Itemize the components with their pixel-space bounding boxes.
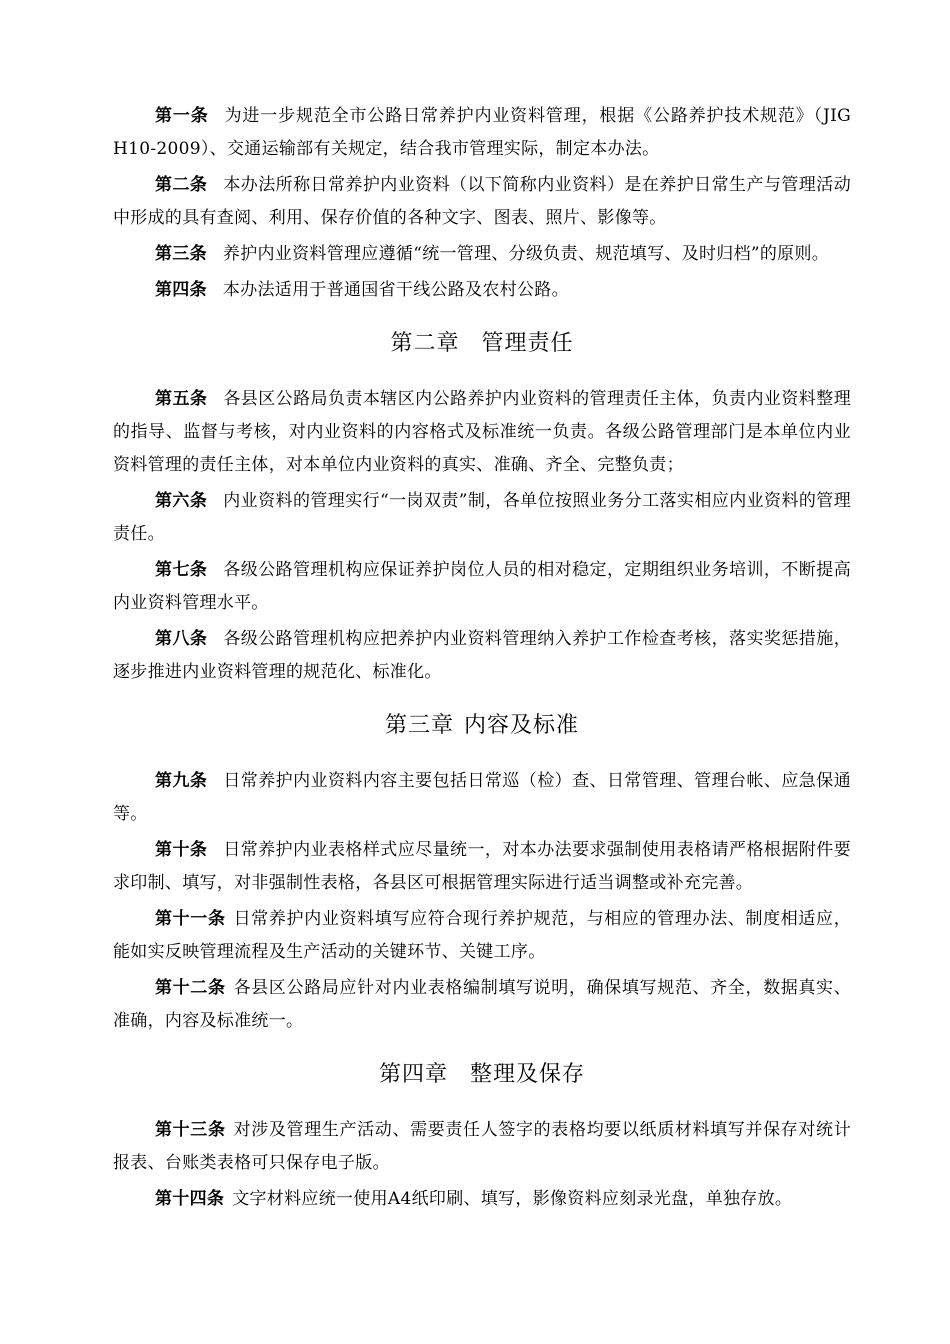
chapter-number: 第二章: [390, 331, 460, 356]
article-7: [113, 554, 851, 620]
article-label: 第三条: [155, 244, 207, 264]
article-text: 日常养护内业资料填写应符合现行养护规范，与相应的管理办法、制度相适应，能如实反映管理流程及生产活动的关键环节、关键工序。: [113, 909, 852, 962]
chapter-title: 整理及保存: [470, 1062, 586, 1087]
article-label: 第十一条: [155, 909, 226, 929]
document-page: [113, 100, 851, 1219]
article-13: [113, 1114, 851, 1180]
article-2: [113, 169, 851, 235]
chapter-title: 管理责任: [481, 331, 574, 356]
article-label: 第八条: [155, 629, 208, 649]
article-4: [113, 274, 851, 307]
chapter-title: 内容及标准: [464, 713, 580, 738]
article-1: [113, 100, 851, 166]
chapter-2-heading: [113, 327, 851, 361]
article-text: 本办法适用于普通国省干线公路及农村公路。: [222, 280, 569, 300]
article-label: 第七条: [155, 560, 208, 580]
article-10: [113, 834, 851, 900]
article-label: 第十二条: [155, 978, 226, 998]
chapter-number: 第三章: [384, 713, 454, 738]
article-text: 养护内业资料管理应遵循“统一管理、分级负责、规范填写、及时归档”的原则。: [222, 244, 830, 264]
article-label: 第十条: [155, 840, 208, 860]
article-text: 各级公路管理机构应把养护内业资料管理纳入养护工作检查考核，落实奖惩措施，逐步推进内业资料管理的规范化、标准化。: [113, 629, 851, 682]
article-text: 日常养护内业表格样式应尽量统一，对本办法要求强制使用表格请严格根据附件要求印制、填写，对非强制性表格，各县区可根据管理实际进行适当调整或补充完善。: [113, 840, 851, 893]
article-label: 第四条: [155, 280, 207, 300]
article-text: 对涉及管理生产活动、需要责任人签字的表格均要以纸质材料填写并保存对统计报表、台账类表格可只保存电子版。: [113, 1120, 852, 1173]
article-11: [113, 903, 851, 969]
article-label: 第六条: [155, 491, 208, 511]
article-5: [113, 383, 851, 482]
article-text: 各县区公路局应针对内业表格编制填写说明，确保填写规范、齐全，数据真实、准确，内容及标准统一。: [113, 978, 852, 1031]
article-9: [113, 765, 851, 831]
article-text: 内业资料的管理实行“一岗双责”制，各单位按照业务分工落实相应内业资料的管理责任。: [113, 491, 852, 544]
article-label: 第五条: [155, 389, 208, 409]
chapter-3-heading: [113, 709, 851, 743]
chapter-4-heading: [113, 1058, 851, 1092]
chapter-number: 第四章: [378, 1062, 448, 1087]
article-label: 第九条: [155, 771, 208, 791]
article-3: [113, 238, 851, 271]
article-6: [113, 485, 851, 551]
article-text: 日常养护内业资料内容主要包括日常巡（检）查、日常管理、管理台帐、应急保通等。: [113, 771, 851, 824]
article-label: 第一条: [155, 106, 209, 126]
article-8: [113, 623, 851, 689]
article-label: 第二条: [155, 175, 208, 195]
article-12: [113, 972, 851, 1038]
article-text: 为进一步规范全市公路日常养护内业资料管理，根据《公路养护技术规范》（JIG H10-2009）、交通运输部有关规定，结合我市管理实际，制定本办法。: [113, 106, 851, 159]
article-text: 各县区公路局负责本辖区内公路养护内业资料的管理责任主体，负责内业资料整理的指导、监督与考核，对内业资料的内容格式及标准统一负责。各级公路管理部门是本单位内业资料管理的责任主体，对本单位内业资料的真实、准确、齐全、完整负责；: [113, 389, 851, 475]
article-14: [113, 1183, 851, 1216]
article-label: 第十三条: [155, 1120, 226, 1140]
article-label: 第十四条: [155, 1189, 225, 1209]
article-text: 本办法所称日常养护内业资料（以下简称内业资料）是在养护日常生产与管理活动中形成的具有查阅、利用、保存价值的各种文字、图表、照片、影像等。: [113, 175, 851, 228]
article-text: 各级公路管理机构应保证养护岗位人员的相对稳定，定期组织业务培训，不断提高内业资料管理水平。: [113, 560, 851, 613]
article-text: 文字材料应统一使用A4纸印刷、填写，影像资料应刻录光盘，单独存放。: [232, 1189, 793, 1209]
